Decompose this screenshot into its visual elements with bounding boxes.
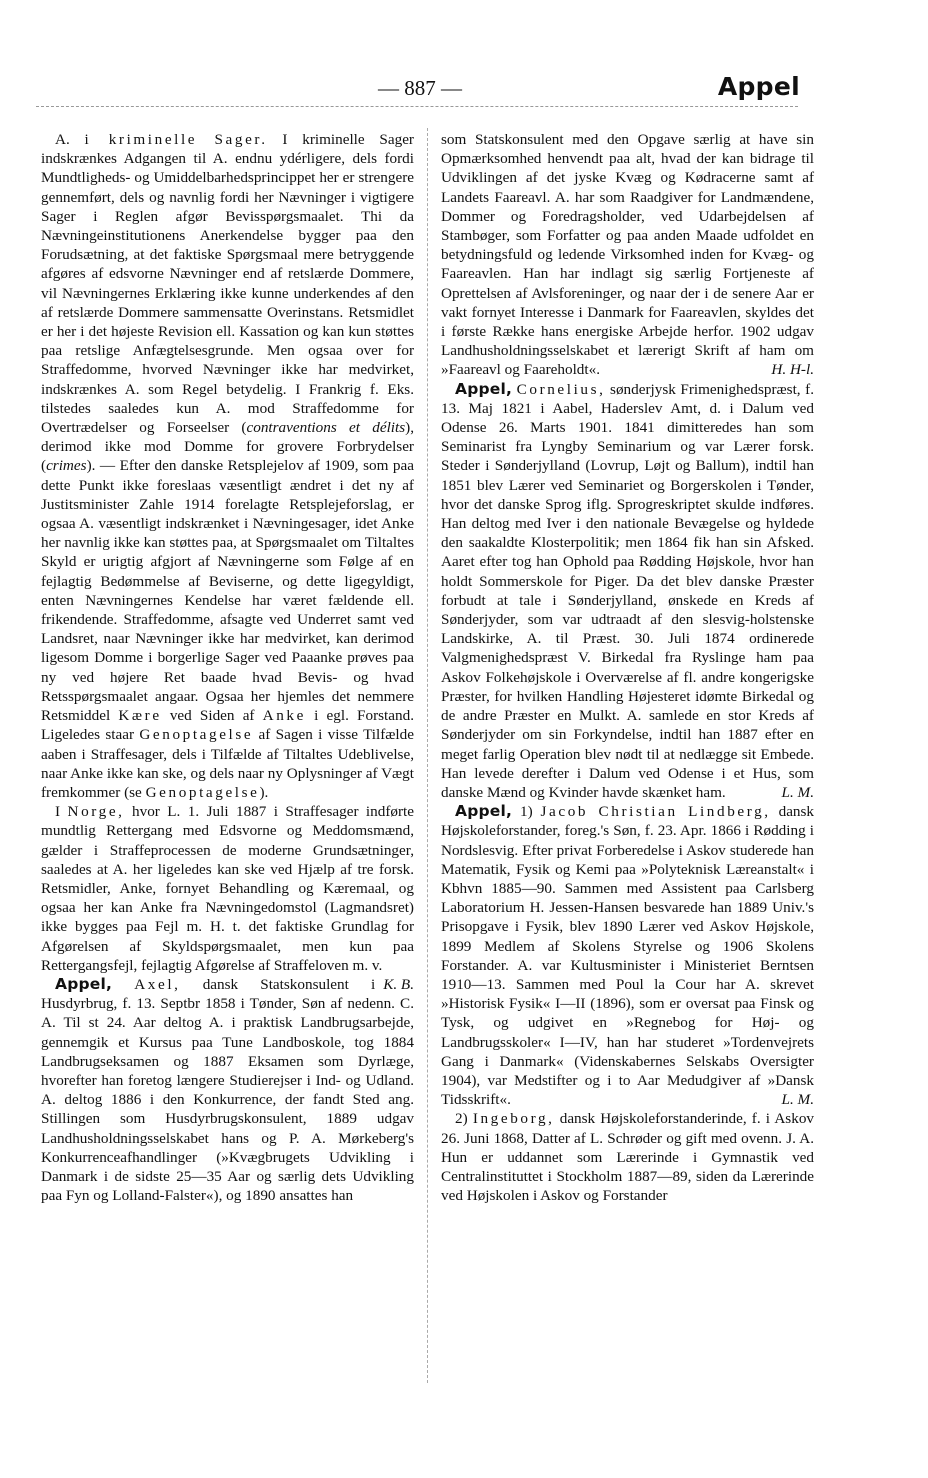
- left-column: [41, 130, 414, 1205]
- header-rule: [36, 106, 798, 107]
- entry-name: Jacob Christian Lindberg,: [540, 803, 771, 821]
- running-head: Appel: [717, 72, 800, 101]
- entry-appel-axel: Appel, Axel, dansk Statskonsulent i Husdyrbrug, f. 13. Septbr 1858 i Tønder, Søn af nedenn. C. A. Til st 24. Aar deltog A. i praktisk Landbrugsarbejde, gennemgik et Kursus paa Tune Landboskole, tog 1884 Landbrugseksamen og 1887 Eksamen som Dyrlæge, hvorefter han foretog længere Studierejser i Ind- og Udland. A. deltog 1886 i den Konkurrence, der fandt Sted ang. Stillingen som Husdyrbrugskonsulent, 1889 udgav Landhusholdningsselskabet hans og P. A. Mørkeberg's Konkurrenceafhandlinger (»Kvægbrugets Udvikling i Danmark i de sidste 25—35 Aar og særlig dets Udvikling paa Fyn og Lolland-Falster«), og 1890 ansattes han: [41, 974, 414, 1205]
- entry-headword: Appel,: [455, 379, 513, 398]
- column-divider: [427, 128, 428, 1383]
- entry-appel-ingeborg: 2) Ingeborg, dansk Højskoleforstanderinde, f. i Askov 26. Juni 1868, Datter af L. Schrøder og gift med ovenn. J. A. Hun er uddannet som Lærerinde i Gymnastik ved Centralinstituttet i Stockholm 1887—89, siden da Lærerinde ved Højskolen i Askov og Forstander: [441, 1110, 815, 1205]
- author-signature: K. B.: [383, 975, 414, 993]
- article-paragraph: I Norge, hvor L. 1. Juli 1887 i Straffesager indførte mundtlig Rettergang med Edsvorne og Meddomsmænd, gælder i Straffeprocessen de moderne Grundsætninger, saaledes at A. her ligeledes kan ske ved Hjælp af tre forsk. Retsmidler, Anke, fornyet Behandling og Kæremaal, og ogsaa her kan Anke fra Nævningedomstol (Lagmandsret) ikke bygges paa Fejl m. H. t. det faktiske Grundlag for Afgørelsen af Skyldspørgsmaalet, men kun paa Rettergangsfejl, fejlagtig Afgørelse af Straffeloven m. v. K. B.: [41, 803, 415, 993]
- author-signature: L. M.: [781, 1091, 814, 1109]
- entry-appel-jacob: Appel, 1) Jacob Christian Lindberg, dansk Højskoleforstander, foreg.'s Søn, f. 23. Apr. 1866 i Rødding i Nordslesvig. Efter privat Forberedelse i Askov studerede han Matematik, Fysik og Kemi paa »Polyteknisk Læreanstalt« i Kbhvn 1885—90. Sammen med Assistent paa Carlsberg Laboratorium H. Jessen-Hansen besvarede han 1889 Univ.'s Prisopgave i Fysik, blev 1890 Lærer ved Askov Højskole, 1899 Medlem af Skolens Styrelse og 1906 Skolens Forstander. A. var Kultusminister i Ministeriet Berntsen 1910—13. Sammen med Poul la Cour har A. skrevet »Historisk Fysik« I—II (1896), som er oversat paa Finsk og Tysk, og udgivet en »Regnebog for Høj- og Landbrugsskoler« I—IV, han har studeret »Tordenvejrets Gang i Danmark« (Videnskabernes Selskabs Oversigter 1904), var Medstifter og i to Aar Medudgiver af »Dansk Tidsskrift«. L. M.: [441, 802, 815, 1109]
- entry-appel-axel-continued: som Statskonsulent med den Opgave særlig at have sin Opmærksomhed henvendt paa alt, hvad der kan bidrage til Udviklingen af det jyske Kvæg og Kødracerne samt af Landets Faareavl. A. har som Raadgiver for Landmændene, Dommer og Foredragsholder, ved Udarbejdelsen af Stambøger, som Forfatter og paa anden Maade udfoldet en betydningsfuld og ledende Virksomhed inden for Kvæg- og Faareavlen. Han har indlagt sig særlig Fortjeneste af Oprettelsen af Avlsforeninger, og naar der i de senere Aar er vakt fornyet Interesse i Danmark for Faareavlen, skyldes det i første Række hans energiske Arbejde herfor. 1902 udgav Landhusholdningsselskabet et lærerigt Skrift af ham om »Faareavl og Faareholdt«. H. H-l.: [441, 131, 814, 379]
- entry-name: Axel,: [134, 975, 181, 993]
- author-signature: L. M.: [781, 783, 814, 801]
- entry-headword: Appel,: [55, 974, 113, 993]
- page-number: — 887 —: [378, 76, 462, 100]
- right-column: [441, 130, 814, 1205]
- page-header: [40, 72, 800, 106]
- entry-name: Ingeborg,: [472, 1110, 555, 1128]
- entry-name: Cornelius,: [516, 380, 606, 398]
- entry-appel-cornelius: Appel, Cornelius, sønderjysk Frimenighedspræst, f. 13. Maj 1821 i Aabel, Haderslev Amt, d. i Dalum ved Odense 26. Marts 1901. 1841 dimitteredes han som Seminarist fra Lyngby Seminarium og var Lærer forsk. Steder i Sønderjylland (Lovrup, Løjt og Ballum), indtil han 1851 blev Lærer ved Seminariet og Borgerskolen i Tønder, hvor det danske Sprog iflg. Sprogreskriptet skulde indføres. Han deltog med Iver i den nationale Bevægelse og hyldede den saakaldte Klosterpolitik; men 1864 fik han sin Afsked. Aaret efter tog han Ophold paa Rødding Højskole, hvor han holdt Sommerskole for Piger. Da det blev danske Præster forbudt at tale i Sønderjylland, ønskede en Kreds af Sønderjyder, som var udtraadt af den slesvig-holstenske Landskirke, A. til Præst. 30. Juli 1874 ordinerede Valgmenighedspræst V. Birkedal fra Ryslinge ham paa Askov Folkehøjskole i Overværelse af fl. andre kongerigske Præster, for hvilken Handling Højesteret idømte Birkedal og de andre Præster en Mulkt. A. samlede en stor Kreds af Sønderjyder om sin Forkyndelse, indtil han 1887 efter en meget farlig Operation blev nødt til at nedlægge sit Embede. Han levede derefter i Dalum ved Odense i et Hus, som danske Mænd og Kvinder havde skænket ham. L. M.: [441, 379, 814, 801]
- article-paragraph: A. i kriminelle Sager. I kriminelle Sager indskrænkes Adgangen til A. endnu ydérligere, dels fordi Mundtligheds- og Umiddelbarhedsprincippet her er strengere gennemført, dels og navnlig fordi her Nævninger i vigtigere Sager i Reglen afgør Bevisspørgsmaalet. Thi da Nævningeinstitutionens Anerkendelse bygger paa den Forudsætning, at det faktiske Spørgsmaal mere betryggende afgøres af edsvorne Nævninger end af retslærde Dommere, vil Nævningernes Erklæring ikke kunne underkendes af den af retslærde Dommere sammensatte Overinstans. Retsmidlet er her i det højeste Revision ell. Kassation og kan kun støttes paa retslige Anfægtelsesgrunde. Men ogsaa over for Straffedomme, hvorved Nævninger ikke har medvirket, indskrænkes A. som Regel betydelig. I Frankrig f. Eks. tilstedes saaledes kun A. mod Straffedomme for Overtrædelser og Forseelser (contraventions et délits), derimod ikke mod Domme for grovere Forbrydelser (crimes). — Efter den danske Retsplejelov af 1909, som paa dette Punkt ikke foreslaas væsentligt ændret i det ny af Justitsminister Zahle 1914 forelagte Retsplejeforslag, er ogsaa A. væsentligt indskrænket i Nævningesager, idet Anke her navnlig ikke kan støttes paa, at Spørgsmaalet om Tiltaltes Skyld er urigtig afgjort af Nævningerne som Følge af en fejlagtig Bedømmelse af Beviserne, og dette ligegyldigt, enten Nævningernes Kendelse har været fældende ell. frikendende. Straffedomme, afsagte ved Underret samt ved Landsret, naar Nævninger ikke har medvirket, kan derimod ligesom Domme i borgerlige Sager ved Paaanke prøves paa ny ved højere Ret baade hvad Bevis- og hvad Retsspørgsmaalet angaar. Ogsaa her hjemles det nemmere Retsmiddel Kære ved Siden af Anke i egl. Forstand. Ligeledes staar Genoptagelse af Sagen i visse Tilfælde aaben i Straffesager, dels i Tilfælde af Tiltaltes Udeblivelse, naar Anke ikke kan ske, og dels naar ny Oplysninger af Vægt fremkommer (se Genoptagelse).: [41, 131, 415, 801]
- entry-headword: Appel,: [455, 802, 513, 821]
- author-signature: H. H-l.: [771, 361, 814, 379]
